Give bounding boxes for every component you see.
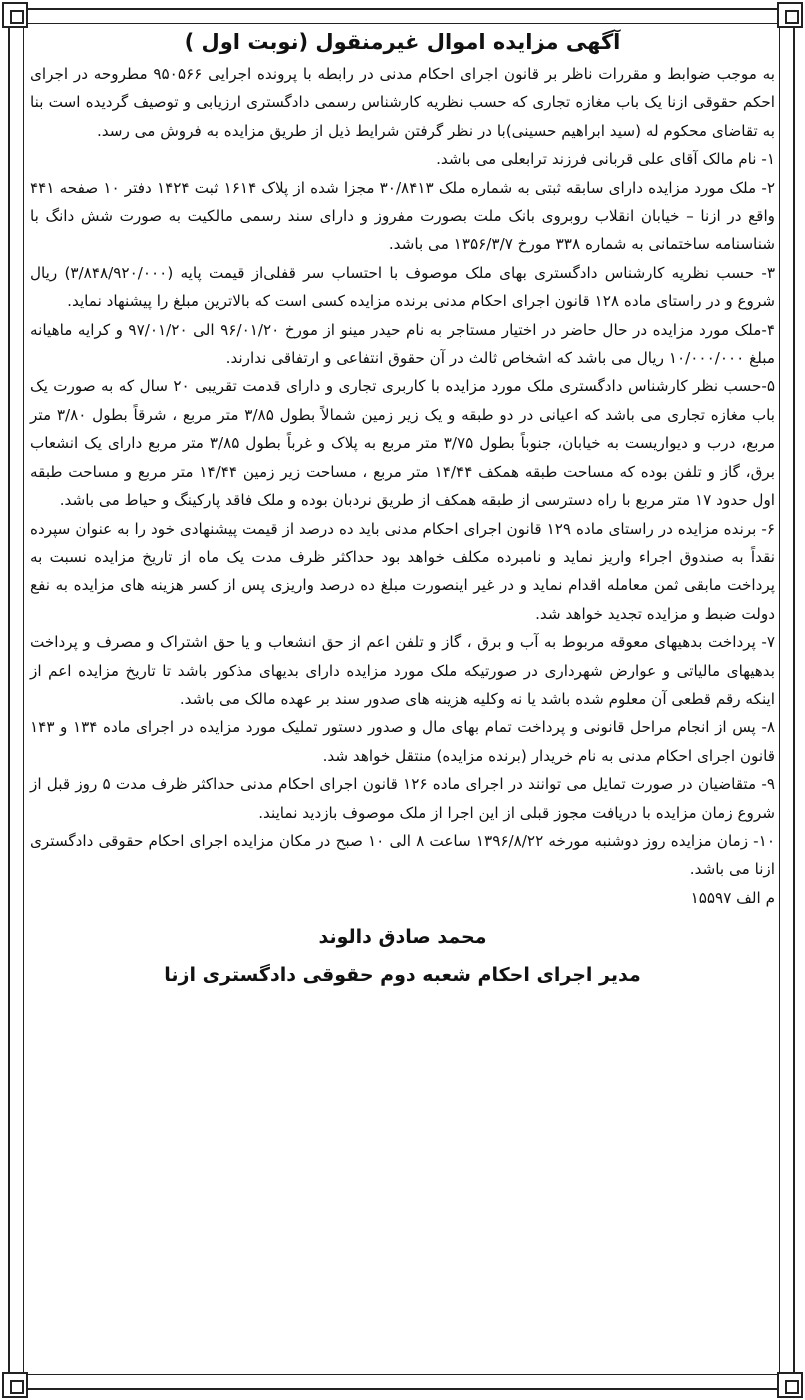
corner-ornament-top-left — [2, 2, 28, 28]
item-4: ۴-ملک مورد مزایده در حال حاضر در اختیار مستاجر به نام حیدر مینو از مورخ ۹۶/۰۱/۲۰ الی ۹۷/۰۱/۲۰ و کرایه ماهیانه مبلغ ۱۰/۰۰۰/۰۰۰ ریال می باشد که اشخاص ثالث در آن حقوق انتفاعی و ارتفاقی ندارند. — [30, 320, 775, 368]
signer-name: محمد صادق دالوند — [318, 926, 487, 949]
item-9: ۹- متقاضیان در صورت تمایل می توانند در اجرای ماده ۱۲۶ قانون اجرای احکام مدنی حداکثر ظرف مدت ۵ روز قبل از شروع زمان مزایده با دریافت مجوز قبلی از این اجرا از ملک موصوف بازدید نمایند. — [30, 775, 775, 822]
intro-paragraph: به موجب ضوابط و مقررات ناظر بر قانون اجرای احکام مدنی در رابطه با پرونده اجرایی ۹۵۰۵۶۶ مطروحه در اجرای احکم حقوقی ازنا یک باب مغازه تجاری که حسب نظریه کارشناس رسمی دادگستری ارزیابی و توصیف گردیده است بنا به تقاضای محکوم له (سید ابراهیم حسینی)با در نظر گرفتن شرایط ذیل از طریق مزایده به فروش می رسد. — [30, 65, 776, 140]
item-3: ۳- حسب نظریه کارشناس دادگستری بهای ملک موصوف با احتساب سر قفلی‌از قیمت پایه (۳/۸۴۸/۹۲۰/۰۰۰) ریال شروع و در راستای ماده ۱۲۸ قانون اجرای احکام مدنی برنده مزایده کسی است که بالاترین مبلغ را پیشنهاد نماید. — [30, 263, 775, 311]
corner-ornament-bottom-left — [2, 1372, 28, 1398]
notice-title: آگهی مزایده اموال غیرمنقول (نوبت اول ) — [184, 30, 621, 54]
notice-content — [30, 30, 775, 1372]
item-2: ۲- ملک مورد مزایده دارای سابقه ثبتی به شماره ملک ۳۰/۸۴۱۳ مجزا شده از پلاک ۱۶۱۴ ثبت ۱۴۲۴ دفتر ۱۰ صفحه ۴۴۱ واقع در ازنا – خیابان انقلاب روبروی بانک ملت بصورت مفروز و دارای سند رسمی مالکیت به صورت شش دانگ با شناسنامه ساختمانی به شماره ۳۳۸ مورخ ۱۳۵۶/۳/۷ می باشد. — [30, 178, 775, 254]
corner-ornament-bottom-right — [777, 1372, 803, 1398]
item-1: ۱- نام مالک آقای علی قربانی فرزند ترابعلی می باشد. — [436, 150, 775, 169]
item-10: ۱۰- زمان مزایده روز دوشنبه مورخه ۱۳۹۶/۸/۲۲ ساعت ۸ الی ۱۰ صبح در مکان مزایده اجرای احکام حقوقی دادگستری ازنا می باشد. — [30, 831, 775, 879]
signer-position: مدیر اجرای احکام شعبه دوم حقوقی دادگستری ازنا — [164, 964, 641, 987]
item-5: ۵-حسب نظر کارشناس دادگستری ملک مورد مزایده با کاربری تجاری و دارای قدمت تقریبی ۲۰ سال که به صورت یک باب مغازه تجاری می باشد که اعیانی در دو طبقه و یک زیر زمین شمالاً بطول ۳/۸۵ متر مربع ، شرقاً بطول ۳/۸۰ متر مربع، درب و دیواریست به خیابان، جنوباً بطول ۳/۷۵ متر مربع به پلاک و غرباً بطول ۳/۸۵ متر مربع دارای یک انشعاب برق، گاز و تلفن بوده که مساحت طبقه همکف ۱۴/۴۴ متر مربع ، مساحت زیر زمین ۱۴/۴۴ متر مربع و مساحت طبقه اول حدود ۱۷ متر مربع با راه دسترسی از طبقه همکف از طریق نردبان بوده و ملک فاقد پارکینگ و حیاط می باشد. — [30, 377, 776, 510]
item-6: ۶- برنده مزایده در راستای ماده ۱۲۹ قانون اجرای احکام مدنی باید ده درصد از قیمت پیشنهادی خود را به عنوان سپرده نقداً به صندوق اجراء واریز نماید و نامبرده مکلف خواهد بود حداکثر ظرف مدت یک ماه از تاریخ مزایده نسبت به پرداخت مابقی ثمن معامله اقدام نماید و در غیر اینصورت مبلغ ده درصد واریزی پس از کسر هزینه های مزایده به نفع دولت ضبط و مزایده تجدید خواهد شد. — [30, 519, 775, 623]
reference-number: م الف ۱۵۵۹۷ — [690, 888, 775, 907]
item-7: ۷- پرداخت بدهیهای معوقه مربوط به آب و برق ، گاز و تلفن اعم از حق انشعاب و یا حق اشتراک و مصرف و پرداخت بدهیهای مالیاتی و عوارض شهرداری در صورتیکه ملک مورد مزایده دارای بدیهای مذکور باشد تا تاریخ مزایده اعم از اینکه رقم قطعی آن معلوم شده باشد یا نه وکلیه هزینه های صدور سند بر عهده مالک می باشد. — [30, 633, 775, 708]
corner-ornament-top-right — [777, 2, 803, 28]
item-8: ۸- پس از انجام مراحل قانونی و پرداخت تمام بهای مال و صدور دستور تملیک مورد مزایده در اجرای ماده ۱۳۴ و ۱۴۳ قانون اجرای احکام مدنی به نام خریدار (برنده مزایده) منتقل خواهد شد. — [30, 718, 775, 765]
